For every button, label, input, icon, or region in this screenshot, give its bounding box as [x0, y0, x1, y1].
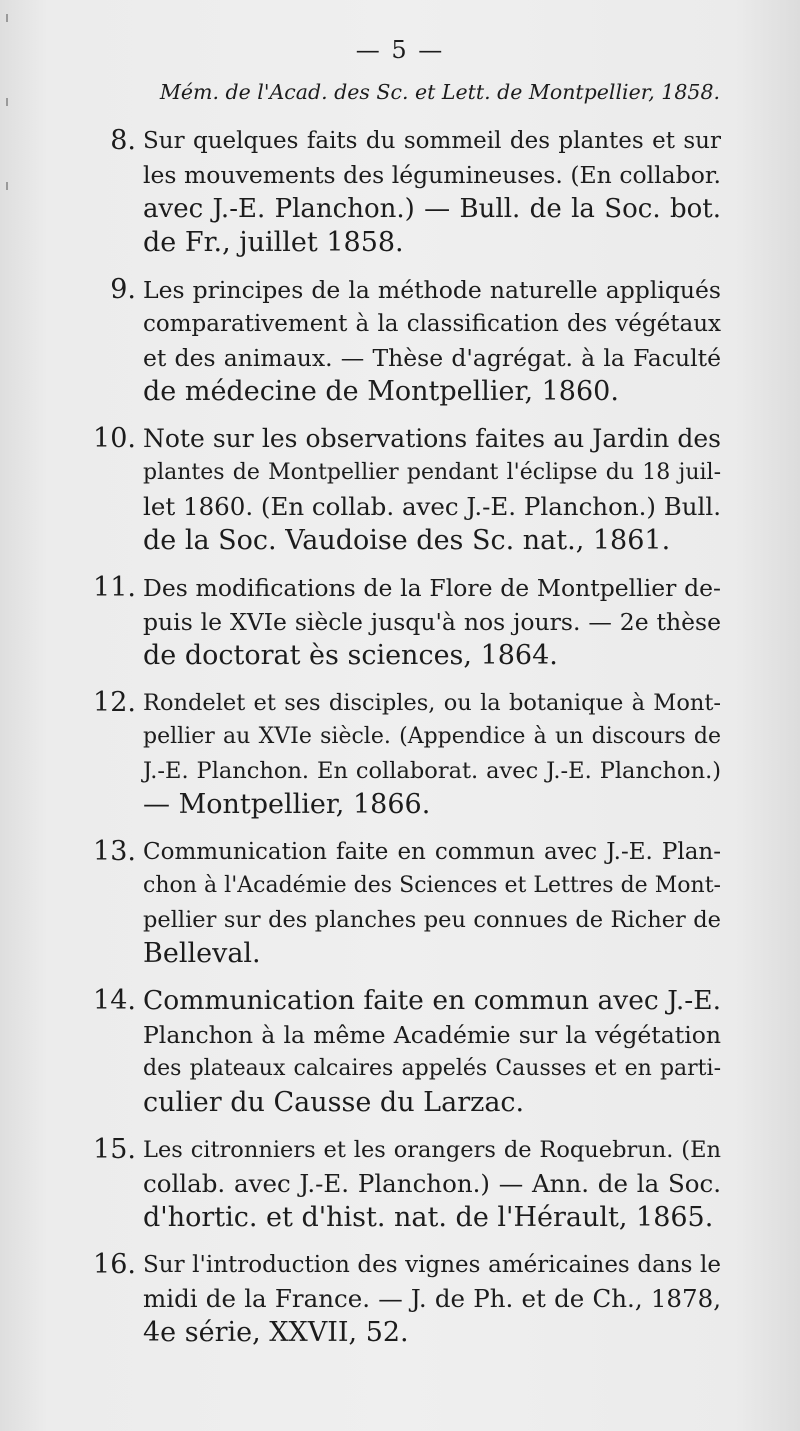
bibliography-entry	[0, 686, 800, 822]
bibliography-entry	[0, 571, 800, 673]
entry-line: — Montpellier, 1866.	[143, 789, 431, 820]
entry-line: chon à l'Académie des Sciences et Lettres de Mont-	[143, 873, 721, 898]
entry-line: avec J.-E. Planchon.) — Bull. de la Soc. bot.	[143, 194, 721, 224]
entry-text	[143, 1133, 721, 1235]
entry-line: de médecine de Montpellier, 1860.	[143, 376, 619, 407]
entry-line: let 1860. (En collab. avec J.-E. Planchon.) Bull.	[143, 492, 721, 521]
bibliography-entry	[0, 835, 800, 971]
entry-text	[143, 571, 721, 673]
bibliography-entry	[0, 124, 800, 260]
entry-number: 15.	[93, 1134, 136, 1165]
entry-number: 12.	[93, 687, 136, 718]
entry-text	[143, 422, 721, 558]
entry-line: Sur quelques faits du sommeil des plantes et sur	[143, 128, 721, 154]
entry-line: de Fr., juillet 1858.	[143, 227, 404, 258]
entry-line: 4e série, XXVII, 52.	[143, 1317, 409, 1348]
entry-line: Communication faite en commun avec J.-E.	[143, 985, 721, 1016]
entry-line: des plateaux calcaires appelés Causses et en parti-	[143, 1056, 721, 1081]
margin-mark	[6, 14, 8, 22]
entry-line: Note sur les observations faites au Jardin des	[143, 424, 721, 453]
entry-line: plantes de Montpellier pendant l'éclipse du 18 juil-	[143, 460, 721, 485]
entry-line: de doctorat ès sciences, 1864.	[143, 640, 558, 671]
entry-number: 16.	[93, 1249, 136, 1280]
margin-mark	[6, 98, 8, 106]
bibliography-entry	[0, 422, 800, 558]
entry-line: Sur l'introduction des vignes américaines dans le	[143, 1252, 721, 1278]
entry-number: 13.	[93, 836, 136, 867]
entry-line: Les citronniers et les orangers de Roquebrun. (En	[143, 1137, 721, 1163]
entry-number: 8.	[110, 125, 136, 156]
entry-text	[143, 835, 721, 971]
entry-line: Communication faite en commun avec J.-E. Plan-	[143, 839, 721, 865]
bibliography-entry	[0, 1248, 800, 1350]
entry-line: collab. avec J.-E. Planchon.) — Ann. de la Soc.	[143, 1169, 721, 1198]
entry-text	[143, 1248, 721, 1350]
entry-number: 14.	[93, 985, 136, 1016]
entry-number: 10.	[93, 423, 136, 454]
entry-text	[143, 124, 721, 260]
entry-number: 11.	[93, 572, 136, 603]
entry-line: et des animaux. — Thèse d'agrégat. à la Faculté	[143, 344, 721, 372]
entry-line: Des modifications de la Flore de Montpellier de-	[143, 574, 721, 602]
bibliography-entry	[0, 984, 800, 1120]
entry-line: comparativement à la classification des végétaux	[143, 311, 721, 337]
page-number: — 5 —	[355, 36, 445, 64]
entry-number: 9.	[110, 274, 136, 305]
entry-line: de la Soc. Vaudoise des Sc. nat., 1861.	[143, 525, 671, 556]
entry-text	[143, 686, 721, 822]
bibliography-entry	[0, 1133, 800, 1235]
entry-line: puis le XVIe siècle jusqu'à nos jours. — 2e thèse	[143, 608, 721, 636]
entry-line: Rondelet et ses disciples, ou la botanique à Mont-	[143, 690, 721, 716]
entry-line: d'hortic. et d'hist. nat. de l'Hérault, 1865.	[143, 1202, 714, 1233]
entry-line: Planchon à la même Académie sur la végétation	[143, 1021, 721, 1049]
entry-line: J.-E. Planchon. En collaborat. avec J.-E. Planchon.)	[143, 758, 721, 784]
entry-line: pellier sur des planches peu connues de Richer de	[143, 907, 721, 933]
bibliography-list	[0, 124, 800, 1363]
entry-line: les mouvements des légumineuses. (En collabor.	[143, 161, 721, 189]
entry-line: pellier au XVIe siècle. (Appendice à un discours de	[143, 724, 721, 749]
entry-text	[143, 273, 721, 409]
entry-line: culier du Causse du Larzac.	[143, 1087, 525, 1118]
bibliography-entry	[0, 273, 800, 409]
running-line: Mém. de l'Acad. des Sc. et Lett. de Montpellier, 1858.	[159, 80, 720, 104]
entry-line: Les principes de la méthode naturelle appliqués	[143, 276, 721, 304]
entry-text	[143, 984, 721, 1120]
entry-line: midi de la France. — J. de Ph. et de Ch., 1878,	[143, 1284, 721, 1313]
entry-line: Belleval.	[143, 938, 261, 969]
